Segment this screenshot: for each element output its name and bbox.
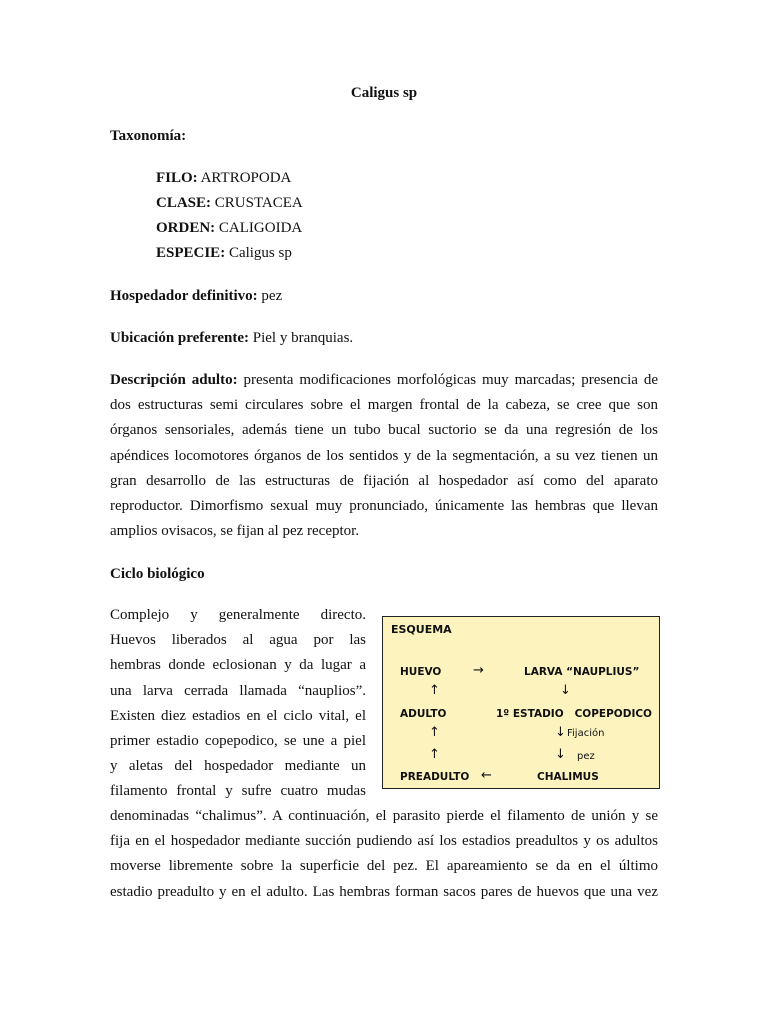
- schema-larva: LARVA “NAUPLIUS”: [524, 666, 640, 678]
- taxonomy-filo: FILO: ARTROPODA: [156, 170, 292, 186]
- schema-preadulto: PREADULTO: [400, 771, 470, 783]
- document-title: Caligus sp: [350, 85, 418, 101]
- description-paragraph: Descripción adulto: presenta modificaciones morfológicas muy marcadas; presencia de dos estructuras semi circulares sobre el margen frontal de la cabeza, se cree que son órganos sensoriales, además tiene un tubo bucal suctorio se da una regresión de los apéndices locomotores órganos de los sentidos y de la segmentación, a su vez tienen un gran desarrollo de las estructuras de fijación al hospedador así como del aparato reproductor. Dimorfismo sexual muy pronunciado, únicamente las hembras que llevan amplios ovisacos, se fijan al pez receptor.: [110, 372, 658, 540]
- schema-huevo: HUEVO: [400, 666, 442, 678]
- cycle-continued-text: denominadas “chalimus”. A continuación, el parasito pierde el filamento de unión y se fija en el hospedador mediante succión pudiendo así los estadios preadultos y os adultos moverse libremente sobre la superficie del pez. El apareamiento se da en el último estadio preadulto y en el adulto. Las hembras forman sacos pares de huevos que una vez: [110, 808, 658, 900]
- schema-estadio: 1º ESTADIO COPEPODICO: [496, 708, 652, 720]
- taxonomy-clase: CLASE: CRUSTACEA: [156, 195, 303, 211]
- arrow-up-icon: ↑: [429, 683, 440, 698]
- arrow-up-icon: ↑: [429, 725, 440, 740]
- cycle-heading: Ciclo biológico: [110, 566, 205, 582]
- arrow-down-icon: ↓: [555, 747, 566, 762]
- arrow-right-icon: →: [473, 663, 484, 678]
- life-cycle-schema: [382, 616, 660, 789]
- arrow-down-icon: ↓: [555, 725, 566, 740]
- taxonomy-heading: Taxonomía:: [110, 128, 187, 144]
- arrow-left-icon: ←: [481, 768, 492, 783]
- taxonomy-especie: ESPECIE: Caligus sp: [156, 245, 292, 261]
- schema-fijacion: Fijación: [567, 728, 605, 739]
- schema-pez: pez: [577, 751, 595, 762]
- schema-chalimus: CHALIMUS: [537, 771, 599, 783]
- schema-title: ESQUEMA: [391, 623, 452, 636]
- location-line: Ubicación preferente: Piel y branquias.: [110, 330, 354, 346]
- taxonomy-orden: ORDEN: CALIGOIDA: [156, 220, 303, 236]
- arrow-down-icon: ↓: [560, 683, 571, 698]
- schema-adulto: ADULTO: [400, 708, 447, 720]
- cycle-side-text: Complejo y generalmente directo. Huevos liberados al agua por las hembras donde eclosionan y da lugar a una larva cerrada llamada “nauplios”. Existen diez estadios en el ciclo vital, el primer estadio copepodico, se une a piel y aletas del hospedador mediante un filamento frontal y sufre cuatro mudas: [110, 607, 366, 800]
- arrow-up-icon: ↑: [429, 747, 440, 762]
- host-line: Hospedador definitivo: pez: [110, 288, 283, 304]
